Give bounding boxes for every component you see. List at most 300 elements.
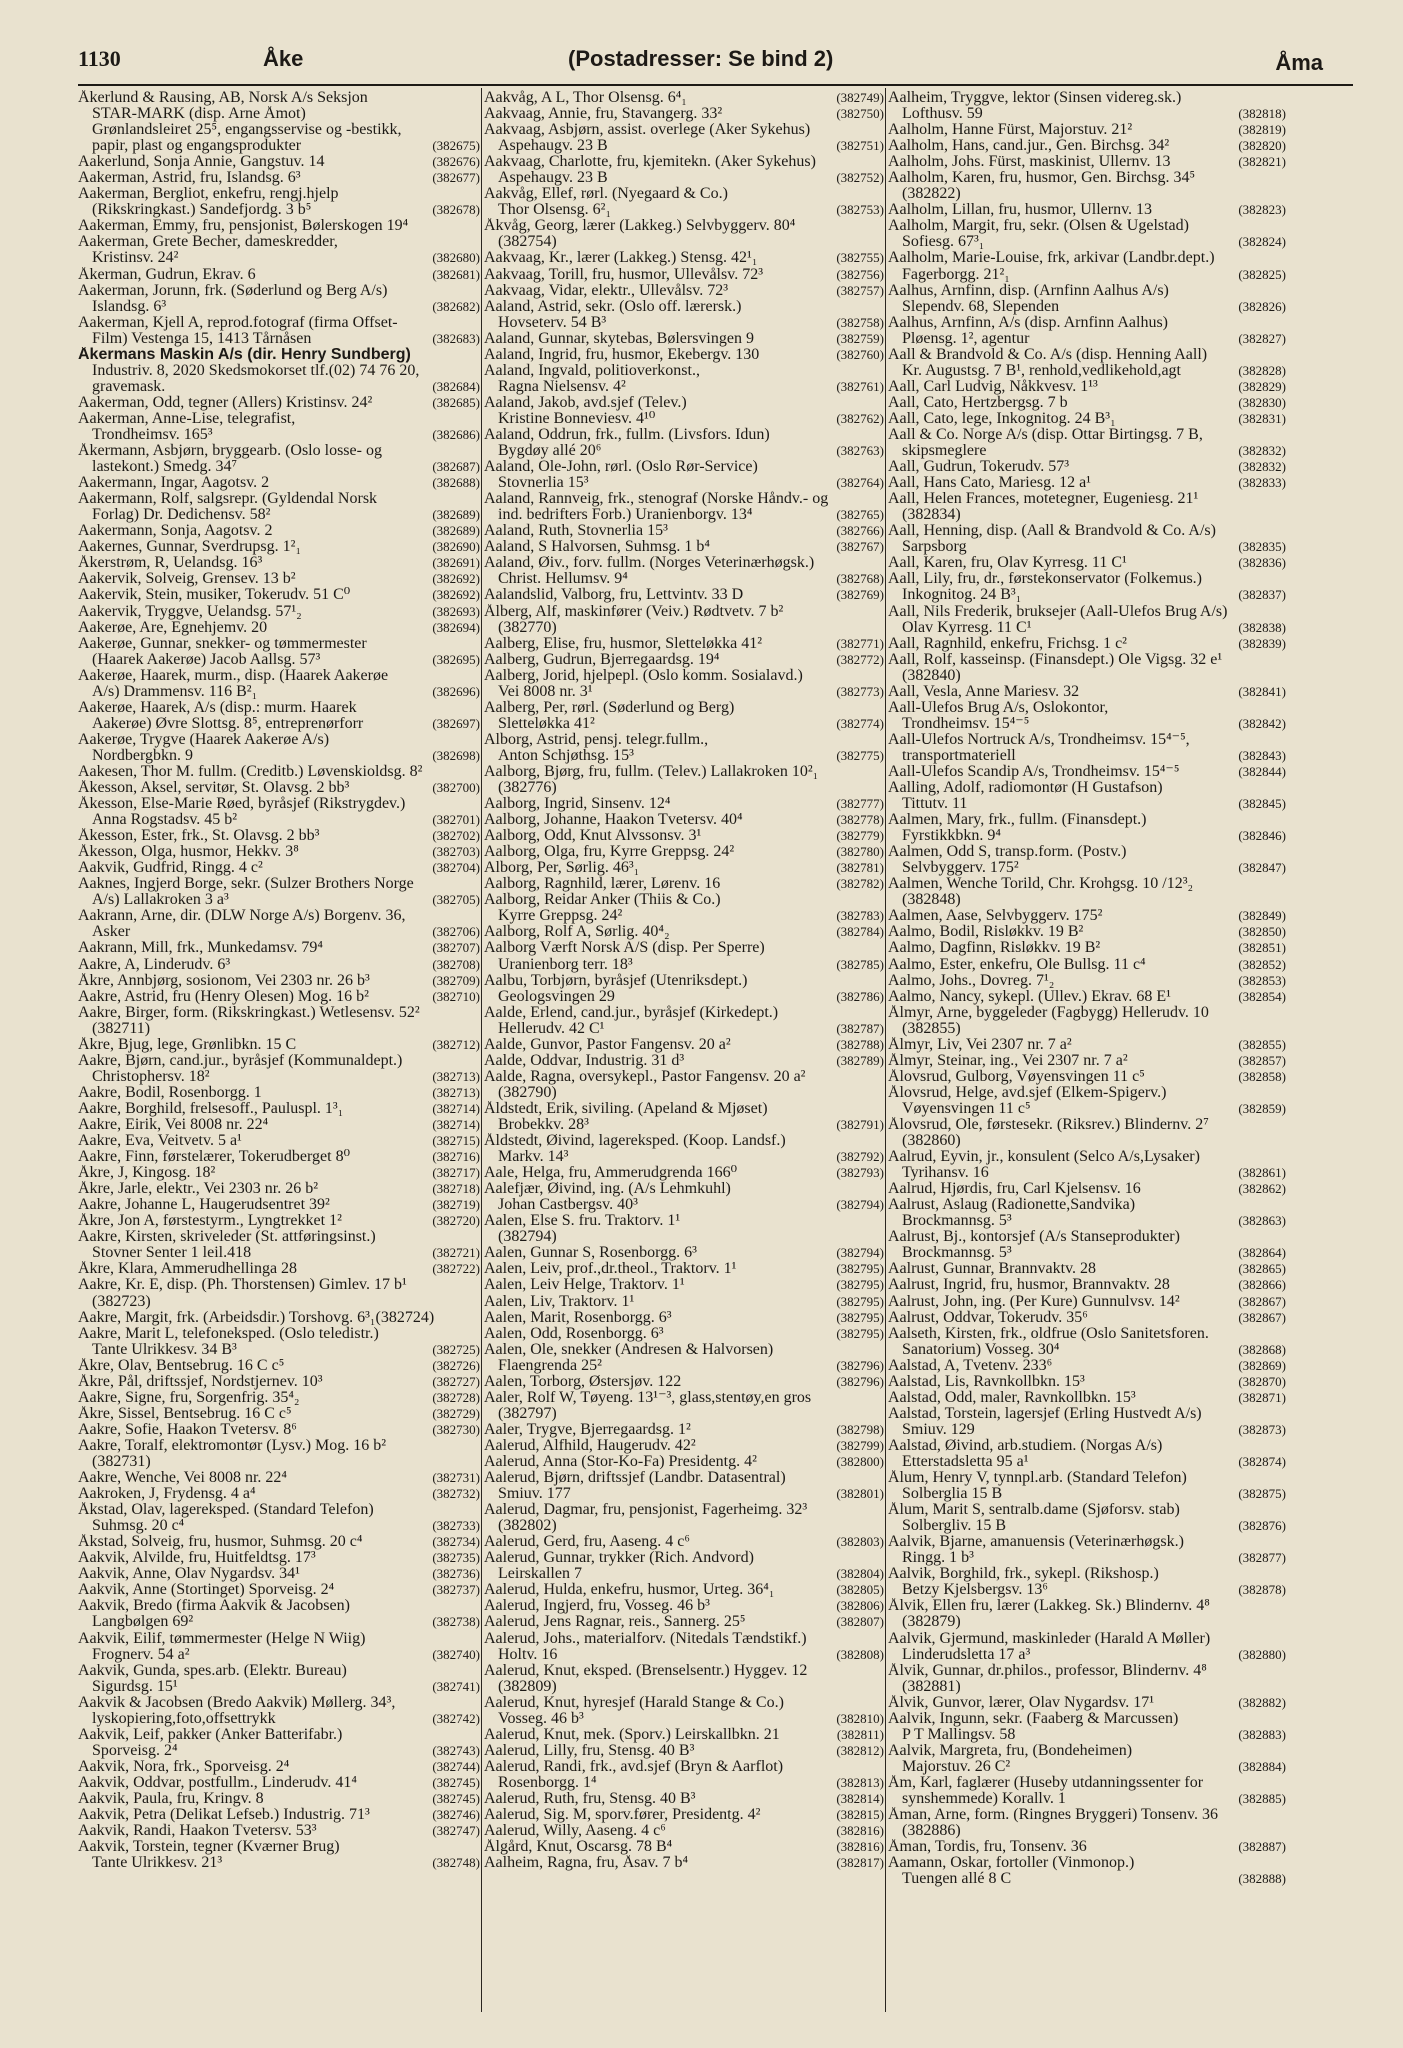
entry-text: Aspehaugv. 23 B bbox=[498, 170, 608, 187]
entry-address-line bbox=[484, 908, 884, 924]
entry-number: (382675) bbox=[432, 138, 480, 154]
entry-text: Fyrstikkbkn. 9⁴ bbox=[902, 828, 1001, 845]
entry-number: (382807) bbox=[836, 1614, 884, 1630]
entry-name-line bbox=[484, 764, 884, 780]
entry-text: Aalerud, Ingjerd, fru, Vosseg. 46 b³ bbox=[484, 1598, 710, 1615]
directory-entry bbox=[484, 1422, 884, 1438]
directory-entry bbox=[484, 1598, 884, 1614]
page-number: 1130 bbox=[78, 46, 121, 71]
entry-text: Åkre, Pål, driftssjef, Nordstjernev. 10³ bbox=[78, 1373, 323, 1390]
entry-number: (382849) bbox=[1238, 908, 1286, 924]
entry-number: (382730) bbox=[432, 1421, 480, 1437]
directory-entry bbox=[888, 908, 1286, 924]
entry-address-line bbox=[484, 1406, 884, 1422]
directory-entry bbox=[78, 908, 480, 940]
entry-name-line bbox=[888, 1839, 1286, 1855]
entry-address-line bbox=[888, 1823, 1286, 1839]
entry-text: Aakvåg, A L, Thor Olsensg. 6⁴₁ bbox=[484, 90, 687, 106]
entry-number: (382718) bbox=[432, 1181, 480, 1197]
entry-address-line bbox=[888, 668, 1286, 684]
directory-entry bbox=[78, 940, 480, 956]
entry-text: (382822) bbox=[902, 186, 961, 203]
entry-address-line bbox=[78, 1711, 480, 1727]
entry-text: Aalerud, Hulda, enkefru, husmor, Urteg. 36⁴₁ bbox=[484, 1582, 775, 1599]
entry-name-line bbox=[484, 1582, 884, 1598]
entry-name-line bbox=[484, 106, 884, 122]
entry-text: (382840) bbox=[902, 667, 961, 684]
entry-text: Aalrust, Ingrid, fru, husmor, Brannvaktv. 28 bbox=[888, 1277, 1170, 1294]
entry-name-line bbox=[888, 1406, 1286, 1422]
directory-entry bbox=[484, 1502, 884, 1534]
entry-text: Vei 8008 nr. 3¹ bbox=[498, 683, 593, 700]
directory-entry bbox=[484, 700, 884, 732]
entry-number: (382731) bbox=[432, 1470, 480, 1486]
directory-entry bbox=[78, 1534, 480, 1550]
entry-number: (382843) bbox=[1238, 747, 1286, 763]
entry-name-line bbox=[78, 186, 480, 202]
entry-number: (382745) bbox=[432, 1790, 480, 1806]
directory-entry bbox=[888, 1005, 1286, 1037]
entry-text: Aalheim, Ragna, fru, Åsav. 7 b⁴ bbox=[484, 1855, 689, 1872]
entry-name-line bbox=[888, 315, 1286, 331]
entry-name-line bbox=[78, 1181, 480, 1197]
entry-text: Aaland, Ruth, Stovnerlia 15³ bbox=[484, 523, 668, 540]
entry-text: Ringg. 1 b³ bbox=[902, 1550, 974, 1567]
entry-text: Aakre, Sofie, Haakon Tvetersv. 8⁶ bbox=[78, 1421, 297, 1438]
entry-address-line bbox=[78, 1647, 480, 1663]
entry-name-line bbox=[78, 1550, 480, 1566]
entry-address-line bbox=[484, 379, 884, 395]
entry-text: Tante Ulrikkesv. 34 B³ bbox=[92, 1341, 237, 1358]
entry-number: (382713) bbox=[432, 1084, 480, 1100]
entry-text: Tittutv. 11 bbox=[902, 796, 968, 813]
directory-entry bbox=[78, 876, 480, 908]
entry-name-line bbox=[484, 1454, 884, 1470]
entry-address-line bbox=[484, 620, 884, 636]
entry-text: (382886) bbox=[902, 1823, 961, 1840]
entry-name-line bbox=[484, 1005, 884, 1021]
entry-number: (382692) bbox=[432, 587, 480, 603]
entry-name-line bbox=[78, 1117, 480, 1133]
entry-number: (382820) bbox=[1238, 138, 1286, 154]
entry-address-line bbox=[78, 1743, 480, 1759]
entry-name-line bbox=[484, 1550, 884, 1566]
entry-text: Aakerøe, Haarek, A/s (disp.: murm. Haarek bbox=[78, 699, 357, 716]
entry-text: A/s) Drammensv. 116 B²₁ bbox=[92, 683, 258, 700]
entry-number: (382777) bbox=[836, 796, 884, 812]
entry-text: Frognerv. 54 a² bbox=[92, 1646, 190, 1663]
entry-number: (382751) bbox=[836, 138, 884, 154]
entry-address-line bbox=[78, 427, 480, 443]
entry-text: Aakre, Toralf, elektromontør (Lysv.) Mog. 16 b² bbox=[78, 1437, 387, 1454]
entry-text: Aalerud, Gerd, fru, Aaseng. 4 c⁶ bbox=[484, 1534, 690, 1551]
directory-entry bbox=[78, 957, 480, 973]
entry-text: Aalmen, Mary, frk., fullm. (Finansdept.) bbox=[888, 812, 1147, 829]
entry-text: Aakvåg, Ellef, rørl. (Nyegaard & Co.) bbox=[484, 186, 728, 203]
entry-name-line bbox=[78, 267, 480, 283]
entry-name-line bbox=[888, 202, 1286, 218]
entry-text: Aakerman, Odd, tegner (Allers) Kristinsv. 24² bbox=[78, 394, 373, 411]
directory-entry bbox=[78, 1823, 480, 1839]
entry-text: Åkre, Jon A, førstestyrm., Lyngtrekket 1² bbox=[78, 1213, 342, 1230]
directory-entry bbox=[78, 234, 480, 266]
directory-entry bbox=[888, 555, 1286, 571]
entry-name-line bbox=[78, 218, 480, 234]
entry-text: Aalrust, John, ing. (Per Kure) Gunnulvsv. 14² bbox=[888, 1293, 1180, 1310]
entry-number: (382689) bbox=[432, 507, 480, 523]
directory-entry bbox=[78, 764, 480, 780]
entry-name-line bbox=[78, 1775, 480, 1791]
directory-entry bbox=[78, 1261, 480, 1277]
entry-address-line bbox=[484, 571, 884, 587]
entry-address-line bbox=[484, 315, 884, 331]
entry-text: Åkstad, Olav, lagereksped. (Standard Telefon) bbox=[78, 1502, 374, 1519]
entry-number: (382752) bbox=[836, 170, 884, 186]
entry-text: Aakre, Kirsten, skriveleder (St. attføringsinst.) bbox=[78, 1229, 376, 1246]
directory-entry bbox=[78, 604, 480, 620]
entry-name-line bbox=[484, 828, 884, 844]
entry-name-line bbox=[484, 1181, 884, 1197]
entry-number: (382702) bbox=[432, 828, 480, 844]
entry-address-line bbox=[888, 1133, 1286, 1149]
entry-text: Aalerud, Dagmar, fru, pensjonist, Fagerheimg. 32³ bbox=[484, 1502, 808, 1519]
entry-name-line bbox=[888, 1005, 1286, 1021]
entry-text: Aakvaag, Kr., lærer (Lakkeg.) Stensg. 42¹₁ bbox=[484, 250, 758, 267]
entry-name-line bbox=[888, 780, 1286, 796]
entry-text: Åkstad, Solveig, fru, husmor, Suhmsg. 20 c⁴ bbox=[78, 1534, 363, 1551]
entry-text: Åkre, Sissel, Bentsebrug. 16 C c⁵ bbox=[78, 1405, 292, 1422]
entry-text: (382879) bbox=[902, 1614, 961, 1631]
entry-number: (382870) bbox=[1238, 1373, 1286, 1389]
entry-name-line bbox=[484, 1470, 884, 1486]
entry-address-line bbox=[78, 1518, 480, 1534]
entry-address-line bbox=[484, 475, 884, 491]
entry-name-line bbox=[888, 1470, 1286, 1486]
entry-number: (382782) bbox=[836, 876, 884, 892]
entry-number: (382789) bbox=[836, 1052, 884, 1068]
directory-entry bbox=[888, 1277, 1286, 1293]
directory-entry bbox=[484, 1133, 884, 1165]
directory-entry bbox=[888, 1149, 1286, 1181]
entry-address-line bbox=[888, 1582, 1286, 1598]
entry-name-line bbox=[888, 1117, 1286, 1133]
entry-text: Aaknes, Ingjerd Borge, sekr. (Sulzer Brothers Norge bbox=[78, 876, 414, 893]
entry-text: Solberglia 15 B bbox=[902, 1486, 1003, 1503]
entry-text: Aalrust, Aslaug (Radionette,Sandvika) bbox=[888, 1197, 1136, 1214]
directory-entry bbox=[78, 1550, 480, 1566]
entry-number: (382748) bbox=[432, 1855, 480, 1871]
entry-number: (382694) bbox=[432, 619, 480, 635]
entry-text: Vøyensvingen 11 c⁵ bbox=[902, 1100, 1031, 1117]
entry-text: Aalvik, Borghild, frk., sykepl. (Rikshosp.) bbox=[888, 1566, 1159, 1583]
entry-address-line bbox=[78, 892, 480, 908]
entry-text: Åkesson, Ester, frk., St. Olavsg. 2 bb³ bbox=[78, 828, 320, 845]
directory-entry bbox=[888, 170, 1286, 202]
entry-text: Aall & Co. Norge A/s (disp. Ottar Birtingsg. 7 B, bbox=[888, 426, 1203, 443]
entry-text: Aakerøe, Gunnar, snekker- og tømmermester bbox=[78, 635, 367, 652]
entry-text: Aakre, Birger, form. (Rikskringkast.) Wetlesensv. 52² bbox=[78, 1004, 420, 1021]
entry-name-line bbox=[888, 700, 1286, 716]
entry-text: Aalstad, A, Tvetenv. 233⁶ bbox=[888, 1357, 1053, 1374]
directory-entry bbox=[484, 1037, 884, 1053]
entry-name-line bbox=[484, 1855, 884, 1871]
directory-entry bbox=[484, 1181, 884, 1213]
entry-text: Sarpsborg bbox=[902, 539, 967, 556]
entry-name-line bbox=[78, 1566, 480, 1582]
entry-name-line bbox=[888, 764, 1286, 780]
entry-text: Aakrann, Arne, dir. (DLW Norge A/s) Borgenv. 36, bbox=[78, 908, 406, 925]
entry-name-line bbox=[78, 443, 480, 459]
entry-address-line bbox=[484, 1197, 884, 1213]
directory-entry bbox=[888, 989, 1286, 1005]
entry-address-line bbox=[888, 620, 1286, 636]
entry-text: Aalmen, Wenche Torild, Chr. Krohgsg. 10 /12³₂ bbox=[888, 876, 1194, 893]
entry-text: Aalberg, Gudrun, Bjerregaardsg. 19⁴ bbox=[484, 651, 720, 668]
entry-text: Aalborg, Ragnhild, lærer, Lørenv. 16 bbox=[484, 876, 721, 893]
entry-text: Aakre, Finn, førstelærer, Tokerudberget 8⁰ bbox=[78, 1149, 350, 1166]
entry-address-line bbox=[78, 459, 480, 475]
entry-number: (382704) bbox=[432, 860, 480, 876]
directory-entry bbox=[888, 1197, 1286, 1229]
entry-number: (382708) bbox=[432, 956, 480, 972]
entry-address-line bbox=[484, 411, 884, 427]
entry-name-line bbox=[78, 1037, 480, 1053]
entry-name-line bbox=[78, 90, 480, 106]
entry-address-line bbox=[484, 1486, 884, 1502]
directory-entry bbox=[78, 283, 480, 315]
entry-text: Aakvik, Eilif, tømmermester (Helge N Wiig) bbox=[78, 1630, 366, 1647]
entry-name-line bbox=[78, 604, 480, 620]
directory-entry bbox=[888, 1566, 1286, 1598]
entry-text: Aakvaag, Vidar, elektr., Ullevålsv. 72³ bbox=[484, 282, 729, 299]
entry-number: (382852) bbox=[1238, 956, 1286, 972]
directory-entry bbox=[484, 1277, 884, 1293]
entry-number: (382685) bbox=[432, 394, 480, 410]
directory-entry bbox=[484, 604, 884, 636]
entry-number: (382767) bbox=[836, 539, 884, 555]
directory-entry bbox=[484, 427, 884, 459]
entry-number: (382780) bbox=[836, 844, 884, 860]
entry-name-line bbox=[484, 218, 884, 234]
directory-entry bbox=[888, 636, 1286, 652]
entry-address-line bbox=[484, 1149, 884, 1165]
entry-text: Smiuv. 129 bbox=[902, 1421, 975, 1438]
entry-name-line bbox=[78, 700, 480, 716]
entry-name-line bbox=[484, 700, 884, 716]
entry-text: Aakvik, Anne, Olav Nygardsv. 34¹ bbox=[78, 1566, 300, 1583]
entry-address-line bbox=[78, 363, 480, 379]
entry-text: Aalmo, Dagfinn, Risløkkv. 19 B² bbox=[888, 940, 1101, 957]
entry-text: Sofiesg. 67³₁ bbox=[902, 234, 985, 251]
entry-text: Aalerud, Alfhild, Haugerudv. 42² bbox=[484, 1437, 696, 1454]
entry-text: (382802) bbox=[498, 1518, 557, 1535]
entry-text: Aalerud, Knut, mek. (Sporv.) Leirskallbkn. 21 bbox=[484, 1726, 780, 1743]
entry-name-line bbox=[484, 796, 884, 812]
directory-entry bbox=[78, 1582, 480, 1598]
entry-name-line bbox=[888, 1358, 1286, 1374]
entry-number: (382876) bbox=[1238, 1518, 1286, 1534]
entry-text: papir, plast og engangsprodukter bbox=[92, 138, 302, 155]
entry-text: Langbølgen 69² bbox=[92, 1614, 194, 1631]
entry-text: Åkre, J, Kingosg. 18² bbox=[78, 1165, 216, 1182]
entry-number: (382832) bbox=[1238, 459, 1286, 475]
entry-text: Åldstedt, Øivind, lagereksped. (Koop. Landsf.) bbox=[484, 1133, 786, 1150]
entry-number: (382795) bbox=[836, 1309, 884, 1325]
directory-entry bbox=[888, 732, 1286, 764]
entry-number: (382725) bbox=[432, 1341, 480, 1357]
entry-name-line bbox=[78, 1133, 480, 1149]
entry-text: Aakerøe) Øvre Slottsg. 8⁵, entreprenørforr bbox=[92, 715, 364, 732]
entry-number: (382742) bbox=[432, 1710, 480, 1726]
entry-text: Aalborg, Odd, Knut Alvssonsv. 3¹ bbox=[484, 828, 702, 845]
entry-name-line bbox=[484, 587, 884, 603]
entry-text: Kristine Bonneviesv. 4¹⁰ bbox=[498, 410, 656, 427]
entry-number: (382774) bbox=[836, 715, 884, 731]
entry-address-line bbox=[484, 1775, 884, 1791]
entry-text: Majorstuv. 26 C² bbox=[902, 1758, 1011, 1775]
entry-address-line bbox=[888, 1679, 1286, 1695]
entry-number: (382722) bbox=[432, 1261, 480, 1277]
entry-address-line bbox=[78, 138, 480, 154]
directory-entry bbox=[78, 1005, 480, 1037]
entry-text: Aalholm, Karen, fru, husmor, Gen. Birchsg. 34⁵ bbox=[888, 170, 1196, 187]
entry-text: Aakvik, Leif, pakker (Anker Batterifabr.) bbox=[78, 1726, 343, 1743]
entry-address-line bbox=[78, 924, 480, 940]
directory-entry bbox=[78, 1695, 480, 1727]
entry-text: Brockmannsg. 5³ bbox=[902, 1213, 1012, 1230]
entry-text: Aakerøe, Are, Egnehjemv. 20 bbox=[78, 619, 268, 636]
entry-number: (382734) bbox=[432, 1534, 480, 1550]
entry-text: Aakerman, Astrid, fru, Islandsg. 6³ bbox=[78, 170, 301, 187]
directory-entry bbox=[888, 1085, 1286, 1117]
entry-text: Aakvik, Oddvar, postfullm., Linderudv. 41⁴ bbox=[78, 1774, 357, 1791]
entry-number: (382838) bbox=[1238, 619, 1286, 635]
entry-text: Aalstad, Odd, maler, Ravnkollbkn. 15³ bbox=[888, 1389, 1136, 1406]
entry-address-line bbox=[888, 1342, 1286, 1358]
directory-entry bbox=[484, 1631, 884, 1663]
entry-text: Aalvik, Margreta, fru, (Bondeheimen) bbox=[888, 1742, 1133, 1759]
directory-entry bbox=[78, 1213, 480, 1229]
directory-entry bbox=[484, 1310, 884, 1326]
entry-text: Selvbyggerv. 175² bbox=[902, 860, 1019, 877]
entry-name-line bbox=[484, 604, 884, 620]
entry-text: Aakre, Bodil, Rosenborgg. 1 bbox=[78, 1084, 262, 1101]
entry-number: (382697) bbox=[432, 715, 480, 731]
directory-entry bbox=[78, 989, 480, 1005]
column-2 bbox=[484, 90, 884, 2010]
entry-number: (382729) bbox=[432, 1405, 480, 1421]
directory-entry bbox=[484, 1759, 884, 1791]
entry-text: Thor Olsensg. 6²₁ bbox=[498, 202, 612, 219]
entry-text: Aalholm, Marie-Louise, frk, arkivar (Landbr.dept.) bbox=[888, 250, 1215, 267]
directory-entry bbox=[484, 973, 884, 1005]
directory-entry bbox=[78, 732, 480, 764]
entry-text: Tante Ulrikkesv. 21³ bbox=[92, 1855, 223, 1872]
entry-name-line bbox=[78, 491, 480, 507]
entry-text: Aall, Karen, fru, Olav Kyrresg. 11 C¹ bbox=[888, 555, 1127, 572]
entry-text: (Rikskringkast.) Sandefjordg. 3 b⁵ bbox=[92, 202, 312, 219]
directory-entry bbox=[484, 1053, 884, 1069]
entry-name-line bbox=[78, 1839, 480, 1855]
entry-text: (382809) bbox=[498, 1678, 557, 1695]
entry-address-line bbox=[484, 1117, 884, 1133]
entry-address-line bbox=[78, 716, 480, 732]
directory-entry bbox=[78, 491, 480, 523]
entry-name-line bbox=[78, 828, 480, 844]
entry-text: Aalholm, Margit, fru, sekr. (Olsen & Ugelstad) bbox=[888, 218, 1189, 235]
entry-number: (382836) bbox=[1238, 555, 1286, 571]
entry-name-line bbox=[484, 1277, 884, 1293]
directory-entry bbox=[484, 764, 884, 796]
entry-number: (382717) bbox=[432, 1165, 480, 1181]
entry-name-line bbox=[888, 604, 1286, 620]
directory-entry bbox=[888, 283, 1286, 315]
entry-number: (382828) bbox=[1238, 362, 1286, 378]
entry-number: (382785) bbox=[836, 956, 884, 972]
directory-entry bbox=[888, 1358, 1286, 1374]
entry-name-line bbox=[888, 1663, 1286, 1679]
entry-name-line bbox=[78, 1582, 480, 1598]
entry-number: (382747) bbox=[432, 1823, 480, 1839]
directory-entry bbox=[484, 1374, 884, 1390]
entry-name-line bbox=[484, 1374, 884, 1390]
directory-entry bbox=[888, 684, 1286, 700]
entry-text: Aalborg, Rolf A, Sørlig. 40⁴₂ bbox=[484, 924, 670, 941]
directory-entry bbox=[78, 1470, 480, 1486]
directory-entry bbox=[484, 1438, 884, 1454]
entry-number: (382816) bbox=[836, 1823, 884, 1839]
entry-text: Hellerudv. 42 C¹ bbox=[498, 1020, 605, 1037]
entry-number: (382678) bbox=[432, 202, 480, 218]
entry-name-line bbox=[888, 90, 1286, 106]
entry-text: Asker bbox=[92, 924, 131, 941]
entry-name-line bbox=[484, 940, 884, 956]
entry-text: Ålmyr, Steinar, ing., Vei 2307 nr. 7 a² bbox=[888, 1052, 1128, 1069]
entry-number: (382787) bbox=[836, 1020, 884, 1036]
directory-entry bbox=[888, 764, 1286, 780]
entry-text: Aalen, Ole, snekker (Andresen & Halvorsen) bbox=[484, 1341, 774, 1358]
entry-name-line bbox=[888, 1053, 1286, 1069]
entry-name-line bbox=[484, 395, 884, 411]
entry-address-line bbox=[888, 1518, 1286, 1534]
directory-entry bbox=[888, 1695, 1286, 1711]
entry-number: (382821) bbox=[1238, 154, 1286, 170]
entry-address-line bbox=[888, 1759, 1286, 1775]
entry-address-line bbox=[888, 860, 1286, 876]
directory-entry bbox=[888, 924, 1286, 940]
entry-name-line bbox=[888, 459, 1286, 475]
entry-name-line bbox=[888, 138, 1286, 154]
entry-number: (382859) bbox=[1238, 1100, 1286, 1116]
directory-entry bbox=[78, 523, 480, 539]
entry-text: Vosseg. 46 b³ bbox=[498, 1710, 584, 1727]
entry-address-line bbox=[484, 1711, 884, 1727]
entry-number: (382825) bbox=[1238, 266, 1286, 282]
directory-entry bbox=[78, 1502, 480, 1534]
header-note: (Postadresser: Se bind 2) bbox=[568, 46, 834, 71]
entry-text: (382723) bbox=[92, 1293, 151, 1310]
entry-text: Aakvaag, Annie, fru, Stavangerg. 33² bbox=[484, 106, 723, 123]
entry-name-line bbox=[78, 234, 480, 250]
directory-entry bbox=[888, 876, 1286, 908]
directory-entry bbox=[888, 1598, 1286, 1630]
directory-entry bbox=[484, 395, 884, 427]
entry-text: Christophersv. 18² bbox=[92, 1068, 210, 1085]
directory-entry bbox=[484, 860, 884, 876]
entry-name-line bbox=[484, 924, 884, 940]
entry-name-line bbox=[78, 940, 480, 956]
entry-name-line bbox=[484, 1663, 884, 1679]
